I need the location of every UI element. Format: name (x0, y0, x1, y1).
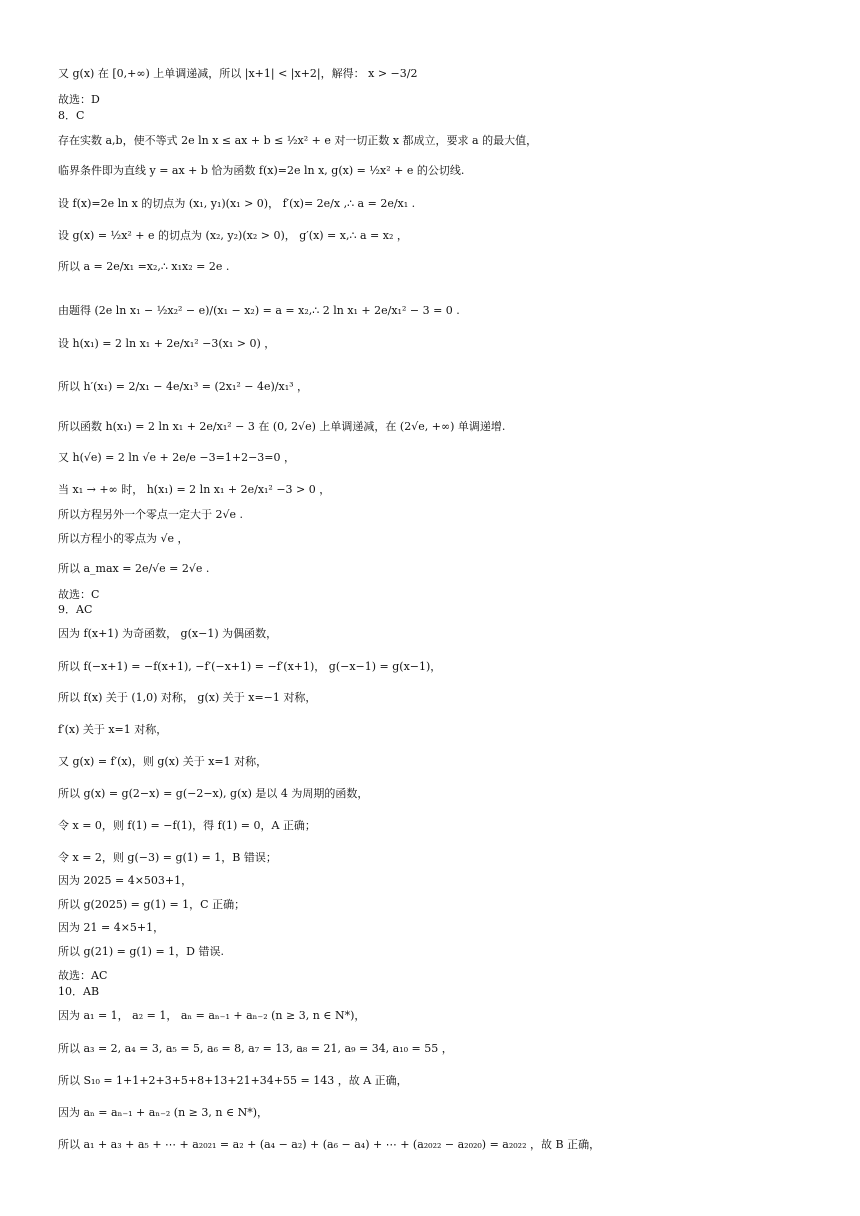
text-line: 设 f(x)=2e ln x 的切点为 (x₁, y₁)(x₁ > 0)， f′(x)= 2e/x ,∴ a = 2e/x₁ . (58, 197, 416, 210)
text-line: 故选：AC (58, 969, 108, 982)
text-line: 由题得 (2e ln x₁ − ½x₂² − e)/(x₁ − x₂) = a = x₂,∴ 2 ln x₁ + 2e/x₁² − 3 = 0 . (58, 304, 460, 317)
answer-heading: 9．AC (58, 603, 93, 616)
text-line: 临界条件即为直线 y = ax + b 恰为函数 f(x)=2e ln x, g(x) = ½x² + e 的公切线. (58, 164, 465, 177)
text-line: 所以 a₃ = 2, a₄ = 3, a₅ = 5, a₆ = 8, a₇ = 13, a₈ = 21, a₉ = 34, a₁₀ = 55 ， (58, 1042, 453, 1055)
text-line: 存在实数 a,b，使不等式 2e ln x ≤ ax + b ≤ ½x² + e 对一切正数 x 都成立，要求 a 的最大值， (58, 134, 538, 147)
text-line: 又 h(√e) = 2 ln √e + 2e/e −3=1+2−3=0 ， (58, 451, 296, 464)
text-line: 因为 21 = 4×5+1， (58, 921, 165, 934)
text-line: 因为 2025 = 4×503+1， (58, 874, 193, 887)
text-line: 所以 a = 2e/x₁ =x₂,∴ x₁x₂ = 2e . (58, 260, 230, 273)
text-line: 当 x₁ → +∞ 时， h(x₁) = 2 ln x₁ + 2e/x₁² −3 > 0 ， (58, 483, 331, 496)
text-line: 所以 a₁ + a₃ + a₅ + ⋯ + a₂₀₂₁ = a₂ + (a₄ − a₂) + (a₆ − a₄) + ⋯ + (a₂₀₂₂ − a₂₀₂₀) = a₂₀₂₂ ，故 B 正确， (58, 1138, 601, 1151)
text-line: 令 x = 0，则 f(1) = −f(1)，得 f(1) = 0，A 正确； (58, 819, 316, 832)
text-line: 因为 aₙ = aₙ₋₁ + aₙ₋₂ (n ≥ 3, n ∈ N*)， (58, 1106, 269, 1119)
text-line: 又 g(x) = f′(x)，则 g(x) 关于 x=1 对称， (58, 755, 268, 768)
text-line: 因为 f(x+1) 为奇函数， g(x−1) 为偶函数， (58, 627, 278, 640)
text-line: 所以 S₁₀ = 1+1+2+3+5+8+13+21+34+55 = 143 ，故 A 正确， (58, 1074, 408, 1087)
text-line: 所以 a_max = 2e/√e = 2√e . (58, 562, 210, 575)
text-line: 故选：D (58, 93, 100, 106)
text-line: 所以 f(x) 关于 (1,0) 对称， g(x) 关于 x=−1 对称， (58, 691, 317, 704)
text-line: 所以 g(x) = g(2−x) = g(−2−x), g(x) 是以 4 为周期的函数， (58, 787, 369, 800)
text-line: 所以方程另外一个零点一定大于 2√e . (58, 508, 244, 521)
text-line: 所以 f(−x+1) = −f(x+1), −f′(−x+1) = −f′(x+1)， g(−x−1) = g(x−1)， (58, 660, 442, 673)
answer-heading: 10．AB (58, 985, 100, 998)
text-line: 故选：C (58, 588, 100, 601)
text-line: 又 g(x) 在 [0,+∞) 上单调递减，所以 |x+1| < |x+2|，解得： x > −3/2 (58, 67, 418, 80)
text-line: 所以 g(21) = g(1) = 1，D 错误. (58, 945, 224, 958)
text-line: 设 g(x) = ½x² + e 的切点为 (x₂, y₂)(x₂ > 0)， g′(x) = x,∴ a = x₂ ， (58, 229, 408, 242)
text-line: 所以函数 h(x₁) = 2 ln x₁ + 2e/x₁² − 3 在 (0, 2√e) 上单调递减，在 (2√e, +∞) 单调递增. (58, 420, 506, 433)
answer-heading: 8．C (58, 109, 85, 122)
text-line: f′(x) 关于 x=1 对称， (58, 723, 168, 736)
text-line: 所以 g(2025) = g(1) = 1，C 正确； (58, 898, 246, 911)
text-line: 因为 a₁ = 1， a₂ = 1， aₙ = aₙ₋₁ + aₙ₋₂ (n ≥ 3, n ∈ N*)， (58, 1009, 366, 1022)
text-line: 令 x = 2，则 g(−3) = g(1) = 1，B 错误； (58, 851, 277, 864)
text-line: 设 h(x₁) = 2 ln x₁ + 2e/x₁² −3(x₁ > 0) ， (58, 337, 276, 350)
text-line: 所以 h′(x₁) = 2/x₁ − 4e/x₁³ = (2x₁² − 4e)/x₁³ ， (58, 380, 309, 393)
text-line: 所以方程小的零点为 √e ， (58, 532, 189, 545)
